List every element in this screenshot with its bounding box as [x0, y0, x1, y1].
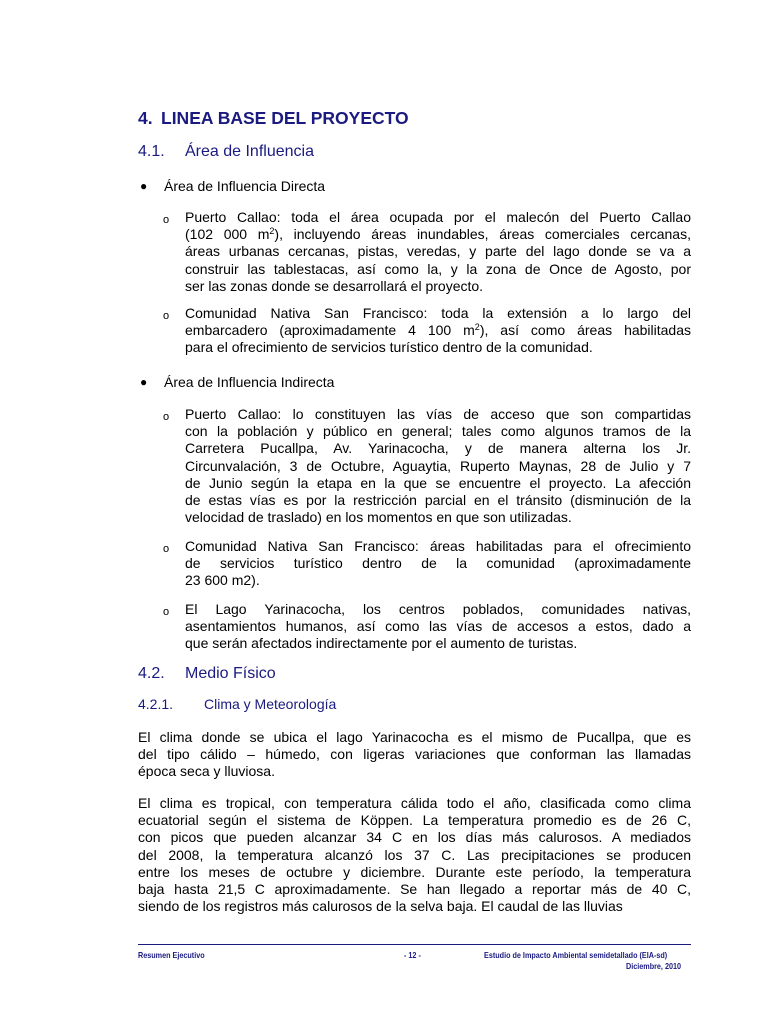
text-line: de servicios turístico dentro de la comunidad (aproximadamente [185, 555, 691, 572]
text-line: de estas vías es por la restricción parcial en el tránsito (disminución de la [185, 492, 691, 509]
text-line: Carretera Pucallpa, Av. Yarinacocha, y de manera alterna los Jr. [185, 440, 691, 457]
subsection-number: 4.1. [138, 143, 165, 160]
footer-page-number: - 12 - [404, 950, 421, 960]
item-text [185, 538, 691, 590]
text-line: Puerto Callao: toda el área ocupada por el malecón del Puerto Callao [185, 209, 691, 225]
text-line: que serán afectados indirectamente por el aumento de turistas. [185, 635, 578, 652]
section-title: LINEA BASE DEL PROYECTO [161, 108, 409, 128]
section-heading [138, 108, 409, 129]
text-line: época seca y lluviosa. [138, 763, 275, 780]
subsection-title: Medio Físico [185, 665, 276, 682]
text-line: del 2008, la temperatura alcanzó los 37 C. Las precipitaciones se producen [138, 846, 691, 863]
text-line: El clima donde se ubica el lago Yarinacocha es el mismo de Pucallpa, que es [138, 729, 691, 745]
text-line: El clima es tropical, con temperatura cálida todo el año, clasificada como clima [138, 795, 691, 811]
bullet-label: Área de Influencia Indirecta [164, 374, 335, 390]
item-text [185, 406, 691, 526]
text-line: áreas urbanas cercanas, pistas, veredas, y parte del lago donde se va a [185, 243, 691, 260]
text-line: con picos que pueden alcanzar 34 C en los días más calurosos. A mediados [138, 829, 691, 846]
text-line: 23 600 m2). [185, 572, 260, 589]
subsubsection-title: Clima y Meteorología [204, 696, 337, 712]
text-line: de Junio según la etapa en la que se encuentre el proyecto. La afección [185, 474, 691, 491]
text-line: embarcadero (aproximadamente 4 100 $m^2$), así como áreas habilitadas [185, 322, 692, 339]
subsection-heading-area-influencia [138, 143, 314, 161]
indirect-item-lago [163, 601, 691, 653]
text-line: velocidad de traslado) en los momentos en que son utilizadas. [185, 509, 572, 526]
bullet-icon: ● [140, 375, 148, 389]
circle-bullet-icon: o [163, 411, 170, 423]
footer-divider [138, 944, 691, 945]
text-line: ecuatorial según el sistema de Köppen. La temperatura promedio es de 26 C, [138, 812, 691, 829]
text-line: Comunidad Nativa San Francisco: áreas habilitadas para el ofrecimiento [185, 538, 691, 554]
text-line: asentamientos humanos, así como las vías de accesos a estos, dado a [185, 618, 691, 635]
indirect-item-puerto-callao [163, 406, 691, 526]
paragraph-clima-1 [138, 729, 691, 781]
text-line: para el ofrecimiento de servicios turístico dentro de la comunidad. [185, 339, 593, 356]
indirect-item-comunidad [163, 538, 691, 590]
bullet-label: Área de Influencia Directa [164, 178, 326, 194]
footer-right-title: Estudio de Impacto Ambiental semidetallado (EIA-sd) [484, 950, 668, 960]
subsection-heading-medio-fisico [138, 665, 276, 683]
subsubsection-heading-clima [138, 696, 336, 712]
text-line: con la población y público en general; tales como algunos tramos de la [185, 423, 691, 440]
text-line: Circunvalación, 3 de Octubre, Aguaytia, Ruperto Maynas, 28 de Julio y 7 [185, 457, 691, 474]
bullet-icon: ● [140, 179, 148, 193]
text-line: entre los meses de octubre y diciembre. Durante este período, la temperatura [138, 863, 691, 880]
paragraph-clima-2 [138, 795, 691, 915]
text-line: ser las zonas donde se desarrollará el proyecto. [185, 277, 484, 294]
text-line: construir las tablestacas, así como la, y la zona de Once de Agosto, por [185, 260, 691, 277]
circle-bullet-icon: o [163, 214, 170, 226]
text-line: del tipo cálido – húmedo, con ligeras variaciones que conforman las llamadas [138, 746, 691, 763]
text-line: baja hasta 21,5 C aproximadamente. Se han llegado a reportar más de 40 C, [138, 881, 691, 898]
text-line: (102 000 $m^2$), incluyendo áreas inundables, áreas comerciales cercanas, [185, 226, 691, 243]
subsection-title: Área de Influencia [185, 143, 314, 160]
text-line: siendo de los registros más calurosos de la selva baja. El caudal de las lluvias [138, 898, 623, 915]
item-text [185, 305, 691, 357]
text-line: El Lago Yarinacocha, los centros poblados, comunidades nativas, [185, 601, 691, 617]
text-line: Comunidad Nativa San Francisco: toda la extensión a lo largo del [185, 305, 691, 321]
footer-right-date: Diciembre, 2010 [626, 961, 682, 971]
item-text [185, 601, 691, 653]
item-text [185, 209, 691, 295]
circle-bullet-icon: o [163, 310, 170, 322]
direct-item-puerto-callao [163, 209, 691, 295]
direct-item-comunidad [163, 305, 692, 357]
text-line: Puerto Callao: lo constituyen las vías de acceso que son compartidas [185, 406, 691, 422]
subsection-number: 4.2. [138, 665, 165, 682]
circle-bullet-icon: o [163, 606, 170, 618]
subsubsection-number: 4.2.1. [138, 696, 174, 712]
section-number: 4. [138, 108, 153, 128]
footer-left: Resumen Ejecutivo [138, 950, 205, 960]
circle-bullet-icon: o [163, 543, 170, 555]
